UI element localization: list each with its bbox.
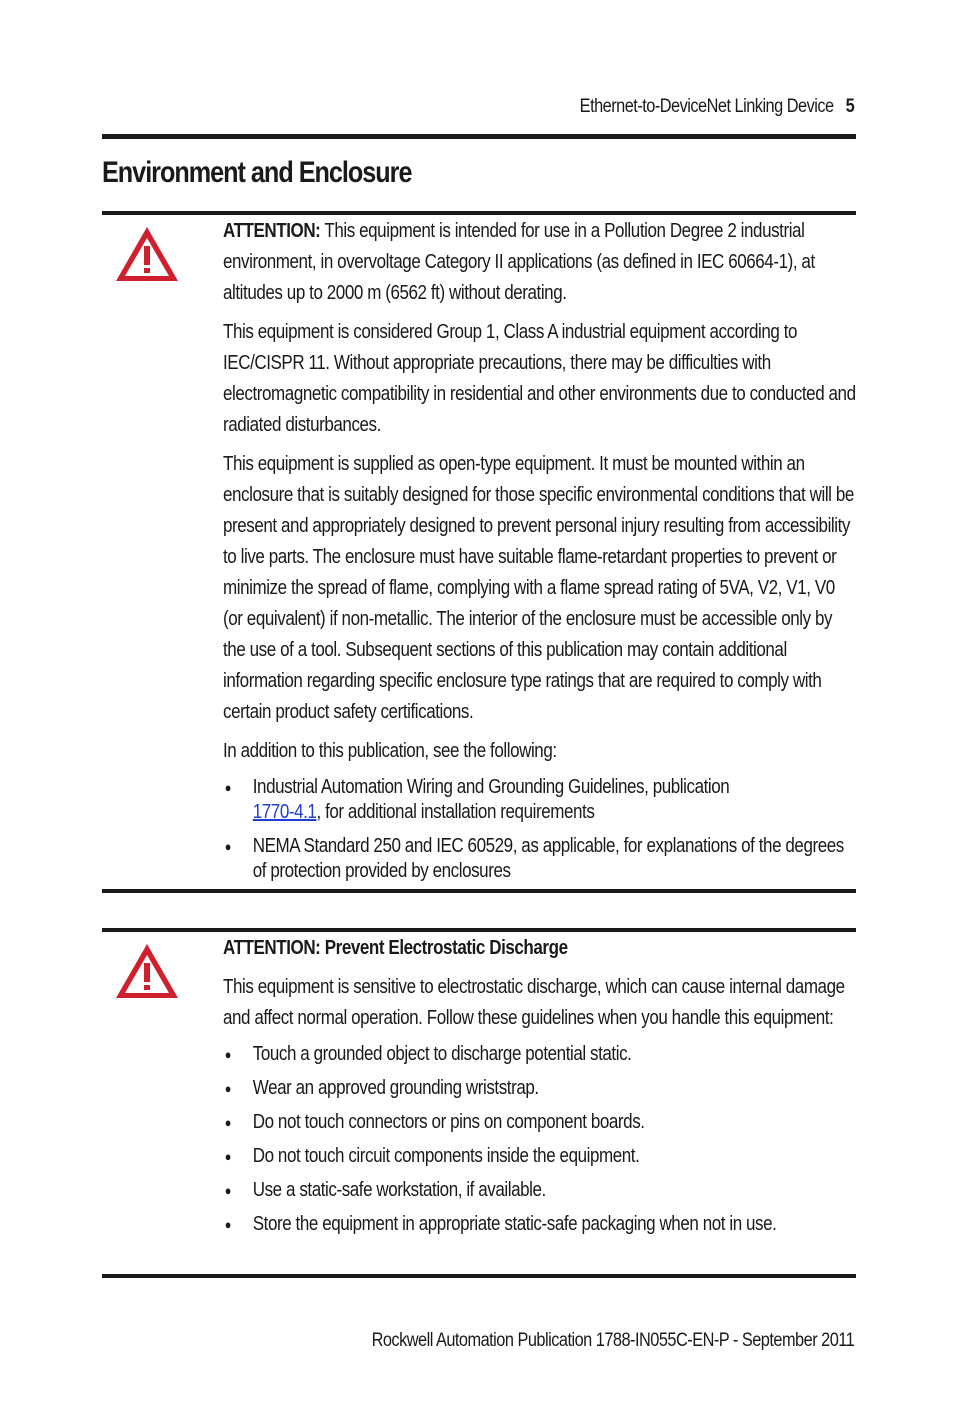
esd-guidelines-list [223, 1042, 856, 1237]
list-item: ● Wear an approved grounding wriststrap. [224, 1077, 539, 1099]
running-header [579, 96, 854, 118]
section-title: Environment and Enclosure [102, 156, 412, 189]
bullet-icon: ● [224, 780, 231, 795]
box-bottom-rule [102, 1274, 856, 1278]
attention-paragraph-2: This equipment is considered Group 1, Class A industrial equipment according to IEC/CISPR 11. Without appropriate precautions, there may be difficulties with electromagnetic compatibility in residential and other environments due to conducted and radiated disturbances. [223, 321, 856, 436]
bullet-icon: ● [224, 1149, 231, 1164]
reference-list [223, 775, 856, 884]
box-top-rule [102, 211, 856, 215]
bullet-icon: ● [224, 839, 231, 854]
running-title: Ethernet-to-DeviceNet Linking Device [579, 96, 834, 117]
list-item: ● NEMA Standard 250 and IEC 60529, as applicable, for explanations of the degrees of protection provided by enclosures [224, 835, 844, 882]
attention-box-environment [102, 211, 856, 895]
warning-triangle-icon [113, 941, 181, 1001]
esd-title: ATTENTION: Prevent Electrostatic Discharge [223, 937, 568, 959]
list-item: ● Touch a grounded object to discharge potential static. [224, 1043, 632, 1065]
list-item: ● Do not touch connectors or pins on component boards. [224, 1111, 645, 1133]
attention-box-esd [102, 928, 856, 1280]
attention-content [223, 216, 856, 893]
esd-content [223, 933, 856, 1246]
attention-label: ATTENTION: [223, 220, 321, 242]
esd-paragraph: This equipment is sensitive to electrostatic discharge, which can cause internal damage and affect normal operation. Follow these guidelines when you handle this equipment: [223, 976, 845, 1029]
list-item: ● Do not touch circuit components inside the equipment. [224, 1145, 640, 1167]
attention-paragraph-1: ATTENTION: This equipment is intended for use in a Pollution Degree 2 industrial environment, in overvoltage Category II applications (as defined in IEC 60664-1), at altitudes up to 2000 m (6562 ft) without derating. [223, 220, 815, 304]
header-rule [102, 134, 856, 139]
attention-paragraph-3: This equipment is supplied as open-type equipment. It must be mounted within an enclosure that is suitably designed for those specific environmental conditions that will be present and appropriately designed to prevent personal injury resulting from accessibility to live parts. The enclosure must have suitable flame-retardant properties to prevent or minimize the spread of flame, complying with a flame spread rating of 5VA, V2, V1, V0 (or equivalent) if non-metallic. The interior of the enclosure must be accessible only by the use of a tool. Subsequent sections of this publication may contain additional information regarding specific enclosure type ratings that are required to comply with certain product safety certifications. [223, 453, 854, 723]
box-top-rule [102, 928, 856, 932]
page-number: 5 [845, 96, 854, 117]
bullet-icon: ● [224, 1115, 231, 1130]
attention-paragraph-4: In addition to this publication, see the following: [223, 740, 557, 762]
box-bottom-rule [102, 889, 856, 893]
bullet-icon: ● [224, 1081, 231, 1096]
list-item: ● Use a static-safe workstation, if available. [224, 1179, 546, 1201]
publication-footer: Rockwell Automation Publication 1788-IN055C-EN-P - September 2011 [371, 1330, 854, 1351]
warning-triangle-icon [113, 224, 181, 284]
bullet-icon: ● [224, 1183, 231, 1198]
publication-link[interactable]: 1770-4.1 [252, 801, 317, 823]
list-item: ● Industrial Automation Wiring and Grounding Guidelines, publication 1770-4.1, for additional installation requirements [224, 776, 730, 823]
bullet-icon: ● [224, 1217, 231, 1232]
bullet-icon: ● [224, 1047, 231, 1062]
list-item: ● Store the equipment in appropriate static-safe packaging when not in use. [224, 1213, 777, 1235]
